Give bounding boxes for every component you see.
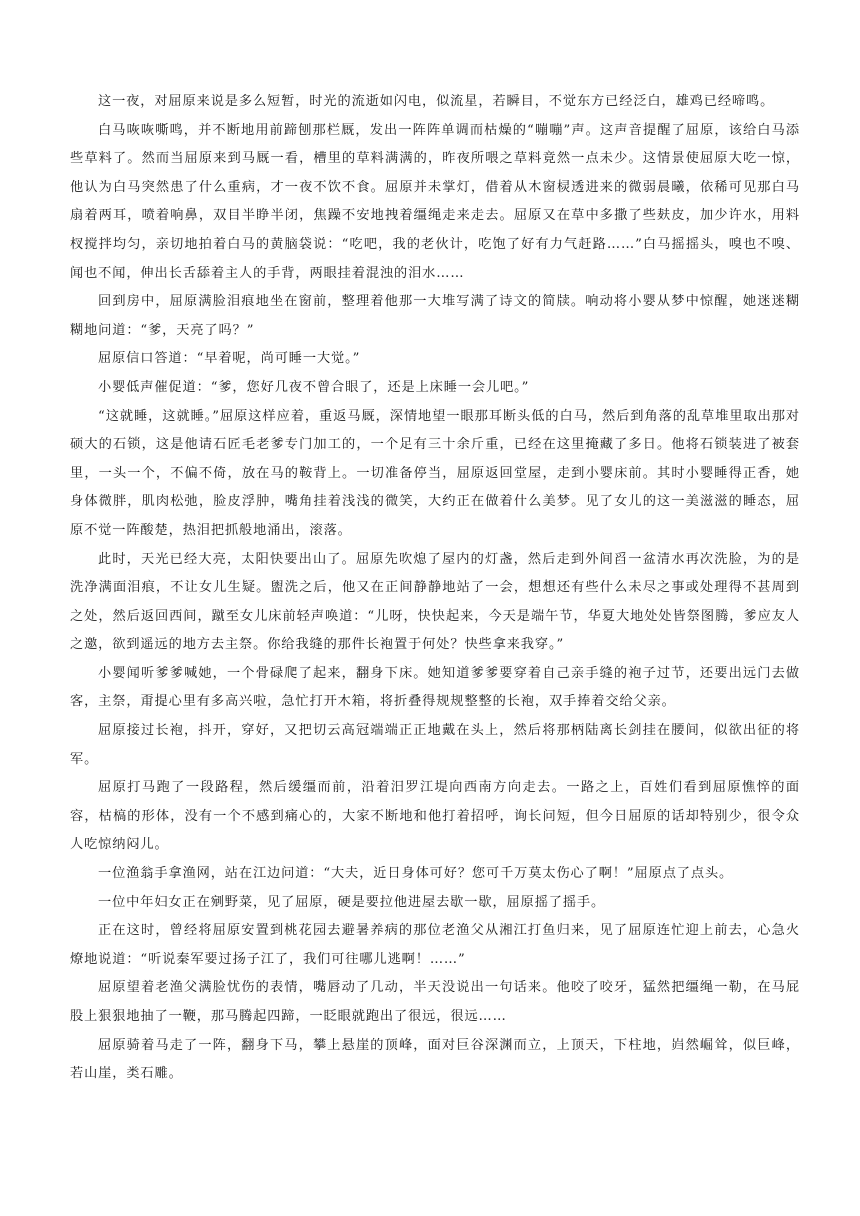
paragraph: 屈原望着老渔父满脸忧伤的表情，嘴唇动了几动，半天没说出一句话来。他咬了咬牙，猛然把缰绳一勒，在马屁股上狠狠地抽了一鞭，那马腾起四蹄，一眨眼就跑出了很远，很远…… [70,980,800,1024]
paragraph: 屈原接过长袍，抖开，穿好，又把切云高冠端端正正地戴在头上，然后将那柄陆离长剑挂在腰间，似欲出征的将军。 [70,723,800,767]
paragraph: 一位中年妇女正在剜野菜，见了屈原，硬是要拉他进屋去歇一歇，屈原摇了摇手。 [98,894,606,910]
document-body [70,88,800,1089]
paragraph: 白马咴咴嘶鸣，并不断地用前蹄刨那栏厩，发出一阵阵单调而枯燥的“嘣嘣”声。这声音提醒了屈原，该给白马添些草料了。然而当屈原来到马厩一看，槽里的草料满满的，昨夜所喂之草料竟然一点未少。这情景使屈原大吃一惊，他认为白马突然患了什么重病，才一夜不饮不食。屈原并未掌灯，借着从木窗棂透进来的微弱晨曦，依稀可见那白马扇着两耳，喷着响鼻，双目半睁半闭，焦躁不安地拽着缰绳走来走去。屈原又在草中多撒了些麸皮，加少许水，用料杈搅拌均匀，亲切地拍着白马的黄脑袋说：“吃吧，我的老伙计，吃饱了好有力气赶路……”白马摇摇头，嗅也不嗅、闻也不闻，伸出长舌舔着主人的手背，两眼挂着混浊的泪水…… [70,122,800,281]
paragraph: 屈原打马跑了一段路程，然后缓缰而前，沿着汨罗江堤向西南方向走去。一路之上，百姓们看到屈原憔悴的面容，枯槁的形体，没有一个不感到痛心的，大家不断地和他打着招呼，询长问短，但今日屈原的话却特别少，很令众人吃惊纳闷儿。 [70,780,800,853]
paragraph: 屈原骑着马走了一阵，翻身下马，攀上悬崖的顶峰，面对巨谷深渊而立，上顶天，下柱地，岿然崛耸，似巨峰，若山崖，类石雕。 [70,1037,800,1082]
paragraph: 这一夜，对屈原来说是多么短暂，时光的流逝如闪电，似流星，若瞬目，不觉东方已经泛白，雄鸡已经啼鸣。 [98,94,775,109]
paragraph: 回到房中，屈原满脸泪痕地坐在窗前，整理着他那一大堆写满了诗文的简牍。响动将小婴从梦中惊醒，她迷迷糊糊地问道：“爹，天亮了吗？” [70,294,800,338]
paragraph: 此时，天光已经大亮，太阳快要出山了。屈原先吹熄了屋内的灯盏，然后走到外间舀一盆清水再次洗脸，为的是洗净满面泪痕，不让女儿生疑。盥洗之后，他又在正间静静地站了一会，想想还有些什么未尽之事或处理得不甚周到之处，然后返回西间，蹴至女儿床前轻声唤道：“儿呀，快快起来，今天是端午节，华夏大地处处皆祭图腾，爹应友人之邀，欲到遥远的地方去主祭。你给我缝的那件长袍置于何处？快些拿来我穿。” [70,551,800,653]
paragraph: 一位渔翁手拿渔网，站在江边问道：“大夫，近日身体可好？您可千万莫太伤心了啊！”屈原点了点头。 [98,866,734,882]
paragraph: “这就睡，这就睡。”屈原这样应着，重返马厩，深情地望一眼那耳断头低的白马，然后到角落的乱草堆里取出那对硕大的石锁，这是他请石匠毛老爹专门加工的，一个足有三十余斤重，已经在这里掩藏了多日。他将石锁装进了被套里，一头一个，不偏不倚，放在马的鞍背上。一切准备停当，屈原返回堂屋，走到小婴床前。其时小婴睡得正香，她身体微胖，肌肉松弛，脸皮浮肿，嘴角挂着浅浅的微笑，大约正在做着什么美梦。见了女儿的这一美滋滋的睡态，屈原不觉一阵酸楚，热泪把抓般地涌出，滚落。 [70,408,800,538]
paragraph: 正在这时，曾经将屈原安置到桃花园去避暑养病的那位老渔父从湘江打鱼归来，见了屈原连忙迎上前去，心急火燎地说道：“听说秦军要过扬子江了，我们可往哪儿逃啊！……” [70,923,800,967]
paragraph: 小婴闻听爹爹喊她，一个骨碌爬了起来，翻身下床。她知道爹爹要穿着自己亲手缝的袍子过节，还要出远门去做客，主祭，甭提心里有多高兴啦，急忙打开木箱，将折叠得规规整整的长袍，双手捧着交给父亲。 [70,665,800,710]
paragraph: 小婴低声催促道：“爹，您好几夜不曾合眼了，还是上床睡一会儿吧。” [98,379,530,395]
paragraph: 屈原信口答道：“早着呢，尚可睡一大觉。” [98,351,361,367]
